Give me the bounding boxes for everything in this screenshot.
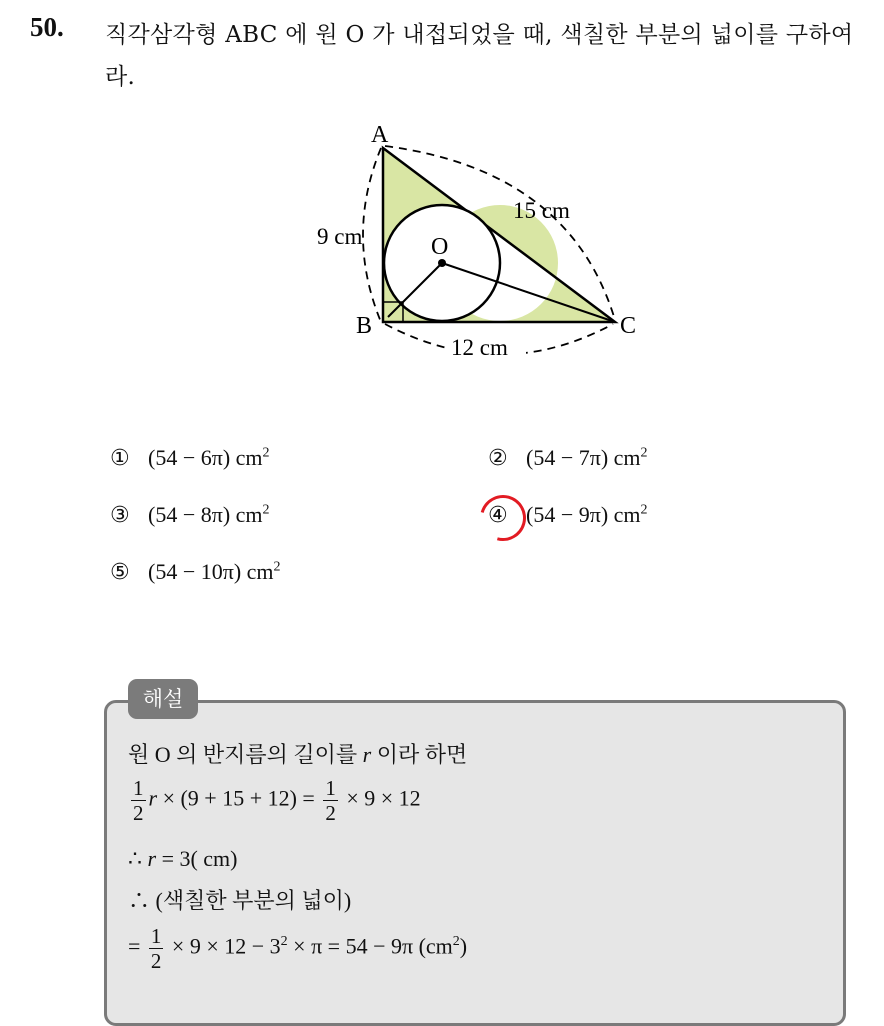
question-text: 직각삼각형 ABC 에 원 O 가 내접되었을 때, 색칠한 부분의 넓이를 구하여라.: [105, 22, 854, 90]
solution-line-5: = $\frac{1}{2}$ × $9 \times 12 - 3^2 \times \pi = 54 - 9\pi$ $(cm^2)$: [128, 924, 468, 973]
choice-number: ②: [488, 446, 508, 471]
solution-line-3: ∴ r = 3( cm): [128, 846, 238, 871]
question-number: 50.: [30, 12, 64, 42]
choice-3[interactable]: ③ (54 − 8π) $cm^2$: [110, 502, 270, 528]
label-b: B: [356, 313, 373, 339]
solution-tag: 해설: [128, 679, 198, 719]
arc-ab: [363, 148, 381, 322]
solution-line-2: $\frac{1}{2}$ r × (9 + 15 + 12) = $\frac{1}{2}$ × 9 × 12: [133, 776, 421, 825]
label-o: O: [431, 234, 449, 260]
label-side-ac: 15 cm: [513, 198, 570, 223]
choice-number: ④: [488, 503, 526, 528]
choice-5[interactable]: ⑤ (54 − 10π) $cm^2$: [110, 559, 281, 585]
choice-number: ⑤: [110, 560, 130, 585]
answer-mark-circle: [472, 487, 535, 550]
choice-number: ③: [110, 503, 130, 528]
label-side-ab: 9 cm: [317, 224, 363, 249]
choice-2[interactable]: ② (54 − 7π) $cm^2$: [488, 445, 648, 471]
fraction: $\frac{1}{2}$: [325, 776, 336, 825]
choice-4[interactable]: ④ (54 − 9π) $cm^2$: [488, 502, 648, 528]
center-dot: [438, 259, 446, 267]
label-c: C: [620, 313, 637, 339]
triangle-figure: [300, 110, 660, 370]
fraction: $\frac{1}{2}$: [150, 924, 162, 973]
label-a: A: [371, 122, 389, 148]
choice-1[interactable]: ① (54 − 6π) $cm^2$: [110, 445, 270, 471]
solution-line-1: 원 O 의 반지름의 길이를 r 이라 하면: [128, 742, 468, 767]
fraction: $\frac{1}{2}$: [133, 776, 144, 825]
solution-line-4: ∴ (색칠한 부분의 넓이): [128, 888, 352, 913]
label-side-bc: 12 cm: [451, 335, 508, 360]
choice-number: ①: [110, 446, 130, 471]
